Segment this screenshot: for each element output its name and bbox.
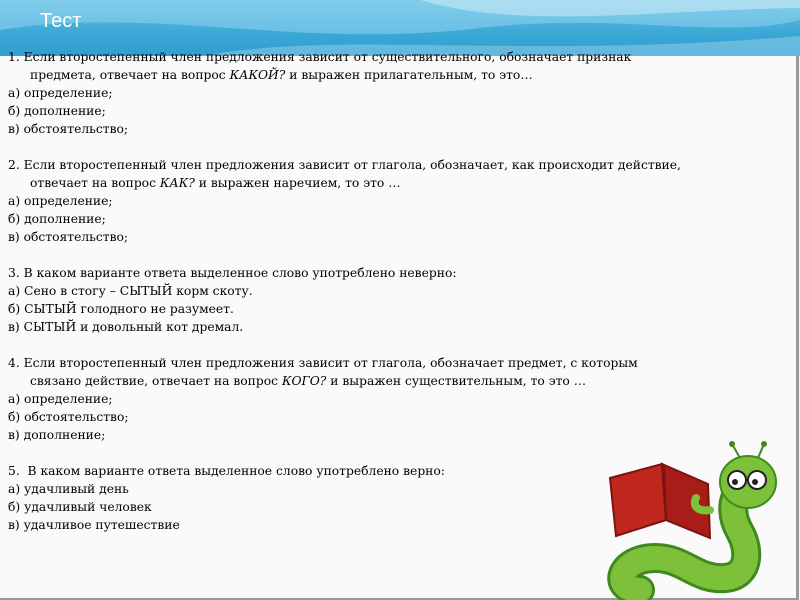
- question-2: [8, 156, 783, 246]
- answer-option[interactable]: в) обстоятельство;: [8, 122, 129, 136]
- question-1: [8, 48, 783, 138]
- bookworm-reading-icon: [600, 440, 800, 600]
- answer-option[interactable]: б) дополнение;: [8, 104, 106, 118]
- question-text: 3. В каком варианте ответа выделенное слово употреблено неверно:: [8, 266, 457, 280]
- question-text: 5. В каком варианте ответа выделенное слово употреблено верно:: [8, 464, 445, 478]
- answer-option[interactable]: в) удачливое путешествие: [8, 518, 180, 532]
- answer-option[interactable]: в) обстоятельство;: [8, 230, 129, 244]
- slide-title: Тест: [40, 10, 82, 32]
- answer-option[interactable]: б) обстоятельство;: [8, 410, 129, 424]
- answer-option[interactable]: в) дополнение;: [8, 428, 106, 442]
- key-question: КАКОЙ?: [229, 68, 286, 82]
- question-3: [8, 264, 783, 336]
- question-text-continued: предмета, отвечает на вопрос КАКОЙ? и выражен прилагательным, то это…: [30, 68, 533, 82]
- answer-option[interactable]: а) определение;: [8, 194, 113, 208]
- answer-option[interactable]: а) определение;: [8, 86, 113, 100]
- answer-option[interactable]: б) удачливый человек: [8, 500, 152, 514]
- question-4: [8, 354, 783, 444]
- question-text: 2. Если второстепенный член предложения зависит от глагола, обозначает, как происходит действие,: [8, 158, 681, 172]
- key-question: КОГО?: [281, 374, 327, 388]
- answer-option[interactable]: б) дополнение;: [8, 212, 106, 226]
- question-text: 4. Если второстепенный член предложения зависит от глагола, обозначает предмет, с которым: [8, 356, 638, 370]
- answer-option[interactable]: а) удачливый день: [8, 482, 129, 496]
- question-text-continued: связано действие, отвечает на вопрос КОГО? и выражен существительным, то это …: [30, 374, 587, 388]
- answer-option[interactable]: а) определение;: [8, 392, 113, 406]
- answer-option[interactable]: а) Сено в стогу – СЫТЫЙ корм скоту.: [8, 284, 253, 298]
- question-text-continued: отвечает на вопрос КАК? и выражен наречием, то это …: [30, 176, 401, 190]
- answer-option[interactable]: б) СЫТЫЙ голодного не разумеет.: [8, 302, 234, 316]
- key-question: КАК?: [159, 176, 195, 190]
- answer-option[interactable]: в) СЫТЫЙ и довольный кот дремал.: [8, 320, 244, 334]
- question-text: 1. Если второстепенный член предложения зависит от существительного, обозначает признак: [8, 50, 632, 64]
